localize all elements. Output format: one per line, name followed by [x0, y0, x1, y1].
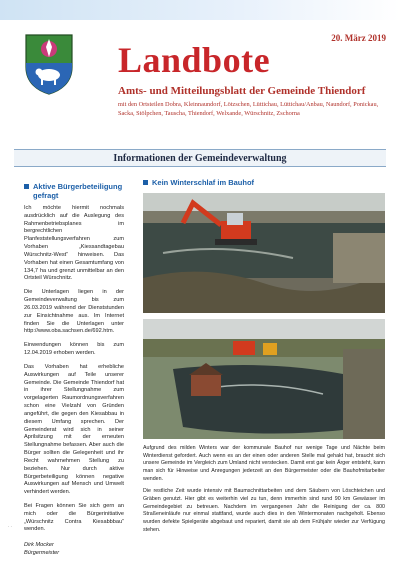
left-article: [24, 182, 124, 558]
masthead: [0, 0, 400, 140]
signature-name: Dirk Mocker: [24, 542, 54, 549]
left-article-header: [24, 182, 124, 200]
publication-subtitle: Amts- und Mitteilungsblatt der Gemeinde Thiendorf: [118, 85, 366, 97]
photo-pond-cleaning: [143, 319, 385, 439]
right-article-body: [143, 445, 385, 534]
header-band: [0, 0, 400, 20]
left-paragraph: Das Vorhaben hat erhebliche Auswirkungen auf Teile unserer Gemeinde. Die Gemeinde Thiendorf hat in ihrer Stellungnahme zum vorgelagerten Raumordnungsverfahren schon eine Vielzahl von Gründen angeführt, die gegen den Kiesabbau in diesem Umfang sprechen. Der Gemeinderat wird sich in seiner Aprilsitzung mit der erneuten Stellungnahme befassen. Aber auch die Bürger sollten die Gelegenheit und ihr Recht wahrnehmen Stellung zu beziehen. Nur durch aktive Bürgerbeteiligung können negative Auswirkungen auf Mensch und Umwelt verhindert werden.: [24, 363, 124, 496]
left-paragraph: Die Unterlagen liegen in der Gemeindeverwaltung bis zum 26.03.2019 während der Dienststunden zur Einsichtnahme aus. Im Internet finden Sie die Unterlagen unter http://www.oba.sachsen.de/692.htm.: [24, 289, 124, 335]
places-list: mit den Ortsteilen Dobra, Kleinnaundorf, Lötzschen, Lüttichau, Lüttichau/Anbau, Naundorf, Ponickau, Sacka, Stölpchen, Tauscha, Thiendorf, Welxande, Würschnitz, Zschorna: [118, 101, 379, 118]
issue-date: 20. März 2019: [331, 33, 386, 43]
left-article-heading: Aktive Bürgerbeteiligung gefragt: [33, 182, 123, 200]
photo-excavator-pond: [143, 193, 385, 313]
section-title: Informationen der Gemeindeverwaltung: [113, 152, 287, 164]
coat-of-arms-icon: [24, 33, 74, 95]
square-bullet-icon: [143, 180, 148, 185]
right-paragraph: Aufgrund des milden Winters war der kommunale Bauhof nur wenige Tage und Nächte beim Winterdienst gefordert. Auch wenn es an der einen oder anderen Stelle mal gehakt hat, braucht sich unsere Gemeinde im Vergleich zum Umland nicht verstecken. Damit erst gar kein Ärger entsteht, kann man sich für Hinweise und Anregungen jederzeit an den Bürgermeister oder die Bauhofmitarbeiter wenden.: [143, 445, 385, 482]
left-paragraph: Ich möchte hiermit nochmals ausdrücklich auf die Auslegung des Rahmenbetriebsplanes im bergrechtlichen Planfeststellungsverfahren zum Vorhaben „Kiessandtagebau Würschnitz-West“ hinweisen. Das Vorhaben hat einen Gesamtumfang von 134,7 ha und grenzt unmittelbar an den Ortsteil Würschnitz.: [24, 205, 124, 282]
right-article-header: [143, 178, 385, 187]
right-article: [143, 178, 385, 539]
signature-role: Bürgermeister: [24, 550, 60, 557]
left-paragraph: Einwendungen können bis zum 12.04.2019 erhoben werden.: [24, 342, 124, 357]
square-bullet-icon: [24, 184, 29, 189]
section-heading: [14, 149, 386, 167]
right-paragraph: Die restliche Zeit wurde intensiv mit Baumschnittarbeiten und dem Säubern von Löschteichen und Gräben genutzt. Hier gibt es weiterhin viel zu tun, denn immerhin sind rund 90 km Gewässer im Gemeindegebiet zu betreuen. Nachdem im vergangenen Jahr die Reinigung der ca. 800 Straßeneinläufe nur einmal stattfand, wurde auch dies in den Wintermonaten nachgeholt. Ebenso wurden defekte Spielgeräte abgebaut und repariert, damit sie ab dem Frühjahr wieder zur Verfügung stehen.: [143, 488, 385, 533]
publication-title: Landbote: [118, 40, 271, 80]
right-article-heading: Kein Winterschlaf im Bauhof: [152, 178, 255, 187]
margin-mark: · ·: [8, 524, 12, 529]
left-paragraph: Bei Fragen können Sie sich gern an mich oder die Bürgerinitiative „Würschnitz Contra Kiesabbbau“ wenden.: [24, 502, 124, 533]
